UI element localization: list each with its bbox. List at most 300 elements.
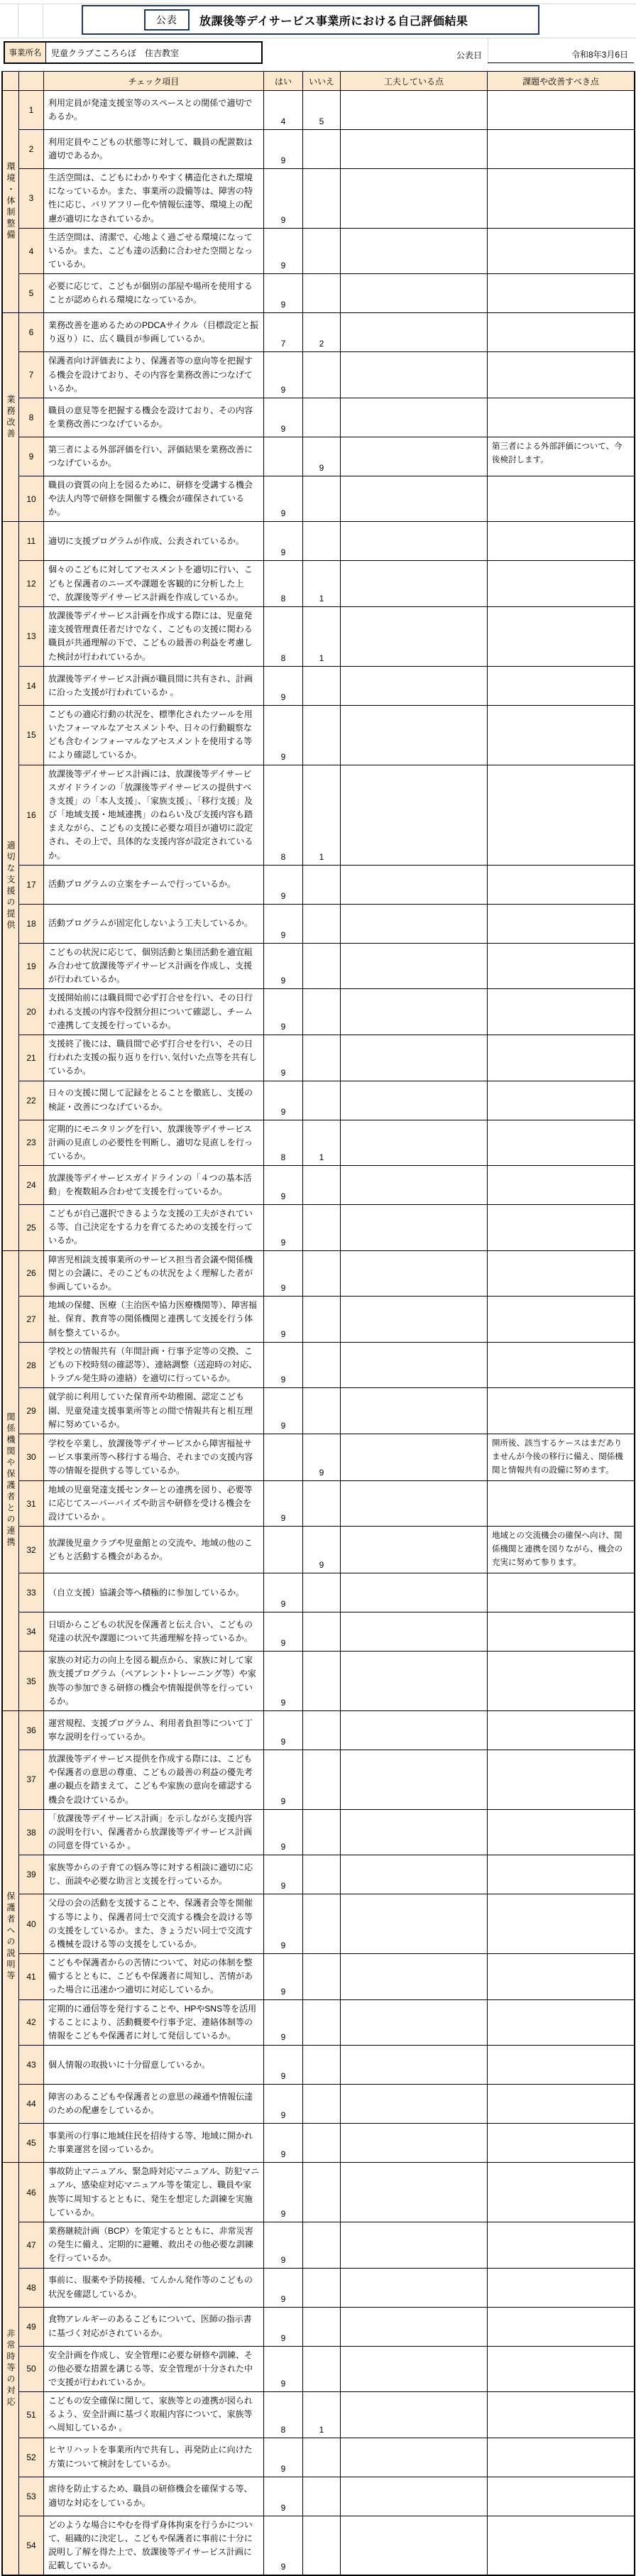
issue-point-text (488, 229, 634, 275)
devised-point-text (341, 2392, 488, 2438)
devised-point-text (341, 1251, 488, 1297)
devised-point-text (341, 1612, 488, 1652)
no-count (303, 1481, 341, 1527)
issue-point-text (488, 1481, 634, 1527)
check-item-text: 支援終了後には、職員間で必ず打合せを行い、その日行われた支援の振り返りを行い､気付いた点等を共有しているか。 (44, 1035, 264, 1081)
yes-count: 9 (264, 130, 303, 169)
yes-count: 9 (264, 706, 303, 765)
table-row (19, 2124, 634, 2163)
table-row (19, 169, 634, 229)
check-item-text: 家族等からの子育ての悩み等に対する相談に適切に応じ、面談や必要な助言と支援を行っているか。 (44, 1855, 264, 1894)
row-number: 45 (19, 2124, 44, 2163)
devised-point-text (341, 1434, 488, 1481)
table-row (19, 944, 634, 990)
check-item-text: （自立支援）協議会等へ積極的に参加しているか。 (44, 1573, 264, 1612)
check-item-text: どのような場合にやむを得ず身体拘束を行うかについて、組織的に決定し、こどもや保護者に事前に十分に説明し了解を得た上で、放課後等デイサービス計画に記載しているか。 (44, 2516, 264, 2575)
no-count: 1 (303, 561, 341, 607)
yes-count: 9 (264, 944, 303, 990)
devised-point-text (341, 1120, 488, 1167)
check-item-text: 必要に応じて、こどもが個別の部屋や場所を使用することが認められる環境になっているか。 (44, 274, 264, 313)
table-row (19, 1527, 634, 1573)
issue-point-text (488, 522, 634, 561)
check-item-text: こどもの適応行動の状況を、標準化されたツールを用いたフォーマルなアセスメントや、日々の行動観察なども含むインフォーマルなアセスメントを使用する等により確認しているか。 (44, 706, 264, 765)
check-item-text: 虐待を防止するため、職員の研修機会を確保する等、適切な対応をしているか。 (44, 2477, 264, 2516)
table-row (19, 91, 634, 130)
yes-count: 9 (264, 905, 303, 944)
devised-point-text (341, 1750, 488, 1810)
row-number: 20 (19, 989, 44, 1035)
no-count (303, 905, 341, 944)
no-count: 2 (303, 313, 341, 352)
row-number: 14 (19, 667, 44, 706)
table-row (19, 1035, 634, 1081)
publish-date-label: 公表日 (456, 50, 482, 60)
issue-point-text (488, 1810, 634, 1856)
devised-point-text (341, 130, 488, 169)
no-count (303, 2046, 341, 2085)
devised-point-text (341, 607, 488, 667)
devised-point-text (341, 2477, 488, 2516)
table-row (19, 706, 634, 765)
check-item-text: 放課後等デイサービス計画が職員間に共有され、計画に沿った支援が行われているか 。 (44, 667, 264, 706)
row-number: 41 (19, 1954, 44, 2000)
yes-count: 9 (264, 1894, 303, 1954)
yes-count: 9 (264, 2347, 303, 2393)
table-row (19, 866, 634, 905)
row-number: 12 (19, 561, 44, 607)
category-section (3, 1711, 634, 2163)
no-count (303, 1205, 341, 1251)
table-row (19, 398, 634, 437)
check-item-text: 定期的にモニタリングを行い、放課後等デイサービス計画の見直しの必要性を判断し、適切な見直しを行っているか。 (44, 1120, 264, 1167)
issue-point-text (488, 313, 634, 352)
issue-point-text (488, 476, 634, 523)
no-count (303, 2477, 341, 2516)
header-number-cell (19, 72, 44, 91)
devised-point-text (341, 944, 488, 990)
yes-count: 9 (264, 1205, 303, 1251)
check-item-text: 職員の資質の向上を図るために、研修を受講する機会や法人内等で研修を開催する機会が確保されているか。 (44, 476, 264, 523)
issue-point-text (488, 2308, 634, 2347)
no-count (303, 1166, 341, 1205)
yes-count: 9 (264, 2124, 303, 2163)
issue-point-text (488, 1297, 634, 1343)
yes-count: 9 (264, 1297, 303, 1343)
row-number: 9 (19, 437, 44, 476)
check-item-text: 事前に、服薬や予防接種、てんかん発作等のこどもの状況を確認しているか。 (44, 2269, 264, 2308)
check-item-text: 定期的に通信等を発行することや、HPやSNS等を活用することにより、活動概要や行事予定、連絡体制等の情報をこどもや保護者に対して発信しているか。 (44, 2000, 264, 2046)
no-count (303, 866, 341, 905)
table-row (19, 437, 634, 476)
section-rows (19, 91, 634, 313)
table-row (19, 1434, 634, 1481)
row-number: 6 (19, 313, 44, 352)
row-number: 51 (19, 2392, 44, 2438)
row-number: 24 (19, 1166, 44, 1205)
row-number: 27 (19, 1297, 44, 1343)
issue-point-text (488, 1205, 634, 1251)
table-row (19, 274, 634, 313)
issue-point-text (488, 1081, 634, 1120)
devised-point-text (341, 1855, 488, 1894)
issue-point-text (488, 1166, 634, 1205)
devised-point-text (341, 522, 488, 561)
check-item-text: 第三者による外部評価を行い、評価結果を業務改善につなげているか。 (44, 437, 264, 476)
table-row (19, 352, 634, 398)
issue-point-text (488, 169, 634, 229)
row-number: 42 (19, 2000, 44, 2046)
issue-point-text (488, 989, 634, 1035)
table-row (19, 229, 634, 275)
header-category-cell (3, 72, 19, 91)
devised-point-text (341, 2308, 488, 2347)
table-row (19, 2046, 634, 2085)
no-count (303, 476, 341, 523)
issue-point-text (488, 905, 634, 944)
table-row (19, 130, 634, 169)
category-label: 非常時等の対応 (6, 2329, 16, 2409)
row-number: 52 (19, 2438, 44, 2477)
no-count (303, 2000, 341, 2046)
check-item-text: 安全計画を作成し、安全管理に必要な研修や訓練、その他必要な措置を講じる等、安全管理が十分された中で支援が行われているか。 (44, 2347, 264, 2393)
row-number: 25 (19, 1205, 44, 1251)
yes-count: 9 (264, 1343, 303, 1389)
devised-point-text (341, 2046, 488, 2085)
row-number: 50 (19, 2347, 44, 2393)
table-row (19, 2347, 634, 2393)
table-row (19, 561, 634, 607)
no-count (303, 1035, 341, 1081)
no-count (303, 352, 341, 398)
devised-point-text (341, 1573, 488, 1612)
yes-count: 9 (264, 2477, 303, 2516)
no-count (303, 274, 341, 313)
yes-count: 9 (264, 1810, 303, 1856)
category-cell (3, 1251, 19, 1711)
table-row (19, 1205, 634, 1251)
row-number: 16 (19, 765, 44, 866)
table-row (19, 1251, 634, 1297)
office-name-value: 児童クラブこころらぼ 住吉教室 (51, 48, 180, 58)
row-number: 43 (19, 2046, 44, 2085)
row-number: 22 (19, 1081, 44, 1120)
yes-count: 9 (264, 2000, 303, 2046)
row-number: 30 (19, 1434, 44, 1481)
issue-point-text (488, 561, 634, 607)
no-count: 1 (303, 1120, 341, 1167)
no-count (303, 522, 341, 561)
yes-count: 9 (264, 667, 303, 706)
issue-point-text (488, 398, 634, 437)
check-item-text: 生活空間は、こどもにわかりやすく構造化された環境になっているか。また、事業所の設備等は、障害の特性に応じ、バリアフリー化や情報伝達等、環境上の配慮が適切になされているか。 (44, 169, 264, 229)
no-count (303, 2516, 341, 2575)
issue-point-text (488, 2163, 634, 2222)
header-yes: はい (264, 72, 303, 91)
check-item-text: 学校との情報共有（年間計画・行事予定等の交換、こどもの下校時刻の確認等）、連絡調整（送迎時の対応、トラブル発生時の連絡）を適切に行っているか。 (44, 1343, 264, 1389)
devised-point-text (341, 1527, 488, 1573)
check-item-text: 「放課後等デイサービス計画」を示しながら支援内容の説明を行い、保護者から放課後等デイサービス計画の同意を得ているか 。 (44, 1810, 264, 1856)
no-count (303, 989, 341, 1035)
check-item-text: 放課後等デイサービスガイドラインの「４つの基本活動」を複数組み合わせて支援を行っているか。 (44, 1166, 264, 1205)
yes-count: 9 (264, 2046, 303, 2085)
yes-count: 9 (264, 522, 303, 561)
devised-point-text (341, 91, 488, 130)
row-number: 10 (19, 476, 44, 523)
devised-point-text (341, 2438, 488, 2477)
table-row (19, 1612, 634, 1652)
table-row (19, 667, 634, 706)
table-row (19, 2392, 634, 2438)
no-count (303, 1251, 341, 1297)
yes-count: 9 (264, 1166, 303, 1205)
table-row (19, 607, 634, 667)
table-row (19, 1120, 634, 1167)
issue-point-text (488, 607, 634, 667)
issue-point-text (488, 765, 634, 866)
devised-point-text (341, 1081, 488, 1120)
devised-point-text (341, 1652, 488, 1711)
issue-point-text (488, 866, 634, 905)
devised-point-text (341, 2516, 488, 2575)
no-count (303, 2438, 341, 2477)
header-check-item: チェック項目 (44, 72, 264, 91)
issue-point-text (488, 352, 634, 398)
issue-point-text: 開所後、該当するケースはまだありませんが今後の移行に備え、関係機関と情報共有の設備に努めます。 (488, 1434, 634, 1481)
category-label: 保護者への説明等 (6, 1891, 16, 1982)
yes-count: 9 (264, 866, 303, 905)
no-count (303, 1343, 341, 1389)
table-row (19, 313, 634, 352)
category-cell (3, 522, 19, 1250)
devised-point-text (341, 1894, 488, 1954)
row-number: 54 (19, 2516, 44, 2575)
row-number: 11 (19, 522, 44, 561)
table-row (19, 2477, 634, 2516)
issue-point-text: 第三者による外部評価について、今後検討します。 (488, 437, 634, 476)
table-row (19, 905, 634, 944)
devised-point-text (341, 667, 488, 706)
check-item-text: 活動プログラムの立案をチームで行っているか。 (44, 866, 264, 905)
table-row (19, 1081, 634, 1120)
row-number: 32 (19, 1527, 44, 1573)
row-number: 4 (19, 229, 44, 275)
row-number: 3 (19, 169, 44, 229)
check-item-text: 業務改善を進めるためのPDCAサイクル（目標設定と振り返り）に、広く職員が参画しているか。 (44, 313, 264, 352)
yes-count (264, 437, 303, 476)
yes-count: 9 (264, 1081, 303, 1120)
issue-point-text (488, 2085, 634, 2124)
check-item-text: 個人情報の取扱いに十分留意しているか。 (44, 2046, 264, 2085)
table-row (19, 1166, 634, 1205)
issue-point-text (488, 2516, 634, 2575)
devised-point-text (341, 398, 488, 437)
row-number: 33 (19, 1573, 44, 1612)
table-row (19, 2163, 634, 2222)
issue-point-text (488, 2392, 634, 2438)
table-row (19, 1652, 634, 1711)
issue-point-text (488, 667, 634, 706)
devised-point-text (341, 1388, 488, 1434)
no-count: 9 (303, 1527, 341, 1573)
table-row (19, 1954, 634, 2000)
category-cell (3, 2163, 19, 2575)
yes-count: 9 (264, 229, 303, 275)
header-issue-point: 課題や改善すべき点 (488, 72, 634, 91)
table-row (19, 522, 634, 561)
issue-point-text (488, 91, 634, 130)
check-item-text: 放課後等デイサービス提供を作成する際には、こどもや保護者の意思の尊重、こどもの最善の利益の優先考慮の観点を踏まえて、こどもや家族の意向を確認する機会を設けているか。 (44, 1750, 264, 1810)
yes-count: 8 (264, 607, 303, 667)
row-number: 23 (19, 1120, 44, 1167)
check-item-text: 支援開始前には職員間で必ず打合せを行い、その日行われる支援の内容や役割分担について確認し、チームで連携して支援を行っているか。 (44, 989, 264, 1035)
no-count (303, 944, 341, 990)
table-row (19, 1894, 634, 1954)
yes-count: 9 (264, 398, 303, 437)
row-number: 7 (19, 352, 44, 398)
yes-count: 9 (264, 1855, 303, 1894)
no-count: 1 (303, 765, 341, 866)
category-cell (3, 1711, 19, 2163)
header-no: いいえ (303, 72, 341, 91)
row-number: 35 (19, 1652, 44, 1711)
row-number: 49 (19, 2308, 44, 2347)
devised-point-text (341, 2347, 488, 2393)
row-number: 2 (19, 130, 44, 169)
yes-count: 9 (264, 2308, 303, 2347)
yes-count: 9 (264, 1251, 303, 1297)
check-item-text: 学校を卒業し、放課後等デイサービスから障害福祉サービス事業所等へ移行する場合、それまでの支援内容等の情報を提供する等しているか。 (44, 1434, 264, 1481)
yes-count: 8 (264, 765, 303, 866)
yes-count: 9 (264, 169, 303, 229)
page-header (0, 0, 636, 71)
devised-point-text (341, 2124, 488, 2163)
yes-count: 9 (264, 1711, 303, 1750)
section-rows (19, 1711, 634, 2163)
section-rows (19, 313, 634, 522)
table-row (19, 1810, 634, 1856)
devised-point-text (341, 437, 488, 476)
check-item-text: 適切に支援プログラムが作成、公表されているか。 (44, 522, 264, 561)
issue-point-text (488, 2000, 634, 2046)
issue-point-text (488, 2477, 634, 2516)
category-section (3, 522, 634, 1250)
check-item-text: 事故防止マニュアル、緊急時対応マニュアル、防犯マニュアル、感染症対応マニュアル等を策定し、職員や家族等に周知するとともに、発生を想定した訓練を実施しているか。 (44, 2163, 264, 2222)
no-count (303, 1711, 341, 1750)
section-rows (19, 2163, 634, 2575)
yes-count: 9 (264, 2163, 303, 2222)
issue-point-text: 地域との交流機会の確保へ向け、関係機関と連携を図りながら、機会の充実に努めて参ります。 (488, 1527, 634, 1573)
category-section (3, 1251, 634, 1711)
table-row (19, 1297, 634, 1343)
issue-point-text (488, 1750, 634, 1810)
issue-point-text (488, 2222, 634, 2269)
check-item-text: 保護者向け評価表により、保護者等の意向等を把握する機会を設けており、その内容を業務改善につなげているか。 (44, 352, 264, 398)
devised-point-text (341, 1343, 488, 1389)
category-label: 業務改善 (6, 394, 16, 440)
check-item-text: 利用定員やこどもの状態等に対して、職員の配置数は適切であるか。 (44, 130, 264, 169)
row-number: 28 (19, 1343, 44, 1389)
check-item-text: 日々の支援に関して記録をとることを徹底し、支援の検証・改善につなげているか。 (44, 1081, 264, 1120)
yes-count: 8 (264, 561, 303, 607)
devised-point-text (341, 905, 488, 944)
no-count (303, 1810, 341, 1856)
row-number: 46 (19, 2163, 44, 2222)
table-row (19, 2269, 634, 2308)
category-cell (3, 313, 19, 522)
devised-point-text (341, 352, 488, 398)
table-row (19, 1750, 634, 1810)
no-count (303, 1612, 341, 1652)
devised-point-text (341, 313, 488, 352)
section-rows (19, 522, 634, 1250)
row-number: 29 (19, 1388, 44, 1434)
issue-point-text (488, 1652, 634, 1711)
devised-point-text (341, 2085, 488, 2124)
yes-count: 9 (264, 1954, 303, 2000)
yes-count (264, 1527, 303, 1573)
publish-date-value: 令和8年3月6日 (488, 41, 634, 63)
issue-point-text (488, 1954, 634, 2000)
row-number: 13 (19, 607, 44, 667)
devised-point-text (341, 2000, 488, 2046)
yes-count: 9 (264, 352, 303, 398)
yes-count: 9 (264, 1035, 303, 1081)
issue-point-text (488, 2269, 634, 2308)
issue-point-text (488, 706, 634, 765)
no-count: 5 (303, 91, 341, 130)
issue-point-text (488, 1573, 634, 1612)
yes-count: 9 (264, 2269, 303, 2308)
devised-point-text (341, 2163, 488, 2222)
issue-point-text (488, 274, 634, 313)
check-item-text: 個々のこどもに対してアセスメントを適切に行い、こどもと保護者のニーズや課題を客観的に分析した上で、放課後等デイサービス計画を作成しているか。 (44, 561, 264, 607)
row-number: 15 (19, 706, 44, 765)
issue-point-text (488, 2347, 634, 2393)
table-row (19, 476, 634, 523)
no-count (303, 2163, 341, 2222)
issue-point-text (488, 1894, 634, 1954)
no-count (303, 169, 341, 229)
category-label: 適切な支援の提供 (6, 841, 16, 932)
no-count (303, 398, 341, 437)
yes-count: 9 (264, 1388, 303, 1434)
issue-point-text (488, 1612, 634, 1652)
issue-point-text (488, 1711, 634, 1750)
devised-point-text (341, 229, 488, 275)
issue-point-text (488, 1855, 634, 1894)
check-item-text: こどもの状況に応じて、個別活動と集団活動を適宜組み合わせて放課後等デイサービス計画を作成し、支援が行われているか。 (44, 944, 264, 990)
yes-count: 9 (264, 989, 303, 1035)
category-section (3, 2163, 634, 2575)
check-item-text: 放課後等デイサービス計画には、放課後等デイサービスガイドラインの「放課後等デイサービスの提供すべき支援」の「本人支援」、「家族支援」、「移行支援」及び「地域支援・地域連携」のねらい及び支援内容も踏まえながら、こどもの支援に必要な項目が適切に設定され、その上で、具体的な支援内容が設定されているか。 (44, 765, 264, 866)
check-item-text: 業務継続計画（BCP）を策定するとともに、非常災害の発生に備え、定期的に避難、救出その他必要な訓練を行っているか。 (44, 2222, 264, 2269)
row-number: 1 (19, 91, 44, 130)
table-row (19, 765, 634, 866)
issue-point-text (488, 1388, 634, 1434)
row-number: 8 (19, 398, 44, 437)
issue-point-text (488, 2438, 634, 2477)
yes-count: 9 (264, 2516, 303, 2575)
issue-point-text (488, 1251, 634, 1297)
row-number: 17 (19, 866, 44, 905)
row-number: 38 (19, 1810, 44, 1856)
no-count (303, 667, 341, 706)
devised-point-text (341, 1481, 488, 1527)
check-item-text: 就学前に利用していた保育所や幼稚園、認定こども園、児童発達支援事業所等との間で情報共有と相互理解に努めているか。 (44, 1388, 264, 1434)
row-number: 5 (19, 274, 44, 313)
title-box (82, 5, 539, 35)
yes-count: 4 (264, 91, 303, 130)
